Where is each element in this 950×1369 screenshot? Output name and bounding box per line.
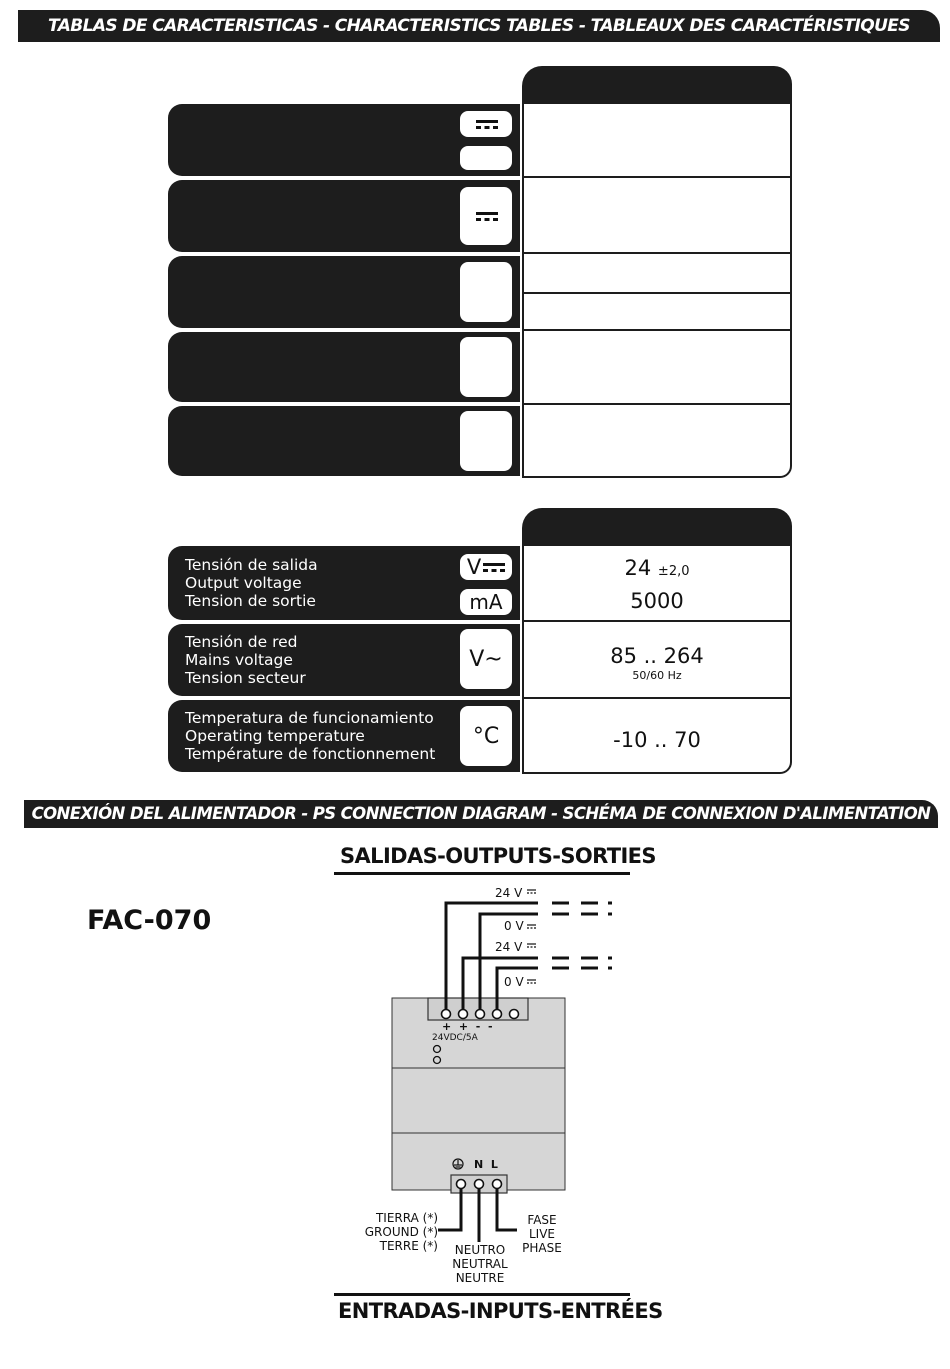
live-labels: FASE LIVE PHASE [522,1213,562,1255]
ac-voltage-icon: V~ [460,629,512,689]
output-voltage-value: 24 ±2,0 [624,556,690,580]
input-terminals [457,1180,502,1189]
dc-voltage-icon: V [460,554,512,580]
output-24v-label-2: 24 V [495,940,523,954]
outputs-title: SALIDAS-OUTPUTS-SORTIES [340,844,656,868]
output-24v-label-1: 24 V [495,886,523,900]
mains-voltage-value: 85 .. 264 [610,644,704,668]
output-current-value: 5000 [630,589,684,613]
model-name: FAC-070 [87,905,212,936]
continuation-dashes [552,903,612,968]
terminal-polarity-signs: + + - - [442,1020,493,1033]
celsius-icon: °C [460,706,512,766]
temperature-range-value: -10 .. 70 [613,728,701,752]
connection-banner: CONEXIÓN DEL ALIMENTADOR - PS CONNECTION DIAGRAM - SCHÉMA DE CONNEXION D'ALIMENTATION [24,800,938,828]
mains-labels: Tensión de red Mains voltage Tension secteur [185,633,306,687]
input-terminal-labels: N L [474,1158,498,1171]
milliamp-unit: mA [460,589,512,615]
output-0v-label-1: 0 V [504,919,524,933]
temperature-labels: Temperatura de funcionamiento Operating temperature Température de fonctionnement [185,709,436,763]
neutral-labels: NEUTRO NEUTRAL NEUTRE [452,1243,508,1285]
output-labels: Tensión de salida Output voltage Tension de sortie [185,556,318,610]
rating-label: 24VDC/5A [432,1033,478,1043]
inputs-overline [334,1293,630,1296]
ground-labels: TIERRA (*) GROUND (*) TERRE (*) [364,1211,438,1253]
output-0v-label-2: 0 V [504,975,524,989]
output-wires [446,903,538,1010]
inputs-title: ENTRADAS-INPUTS-ENTRÉES [338,1299,663,1323]
mains-frequency-value: 50/60 Hz [632,669,682,682]
characteristics-banner: TABLAS DE CARACTERISTICAS - CHARACTERISTICS TABLES - TABLEAUX DES CARACTÉRISTIQUES [18,10,940,42]
input-wires [438,1188,517,1242]
